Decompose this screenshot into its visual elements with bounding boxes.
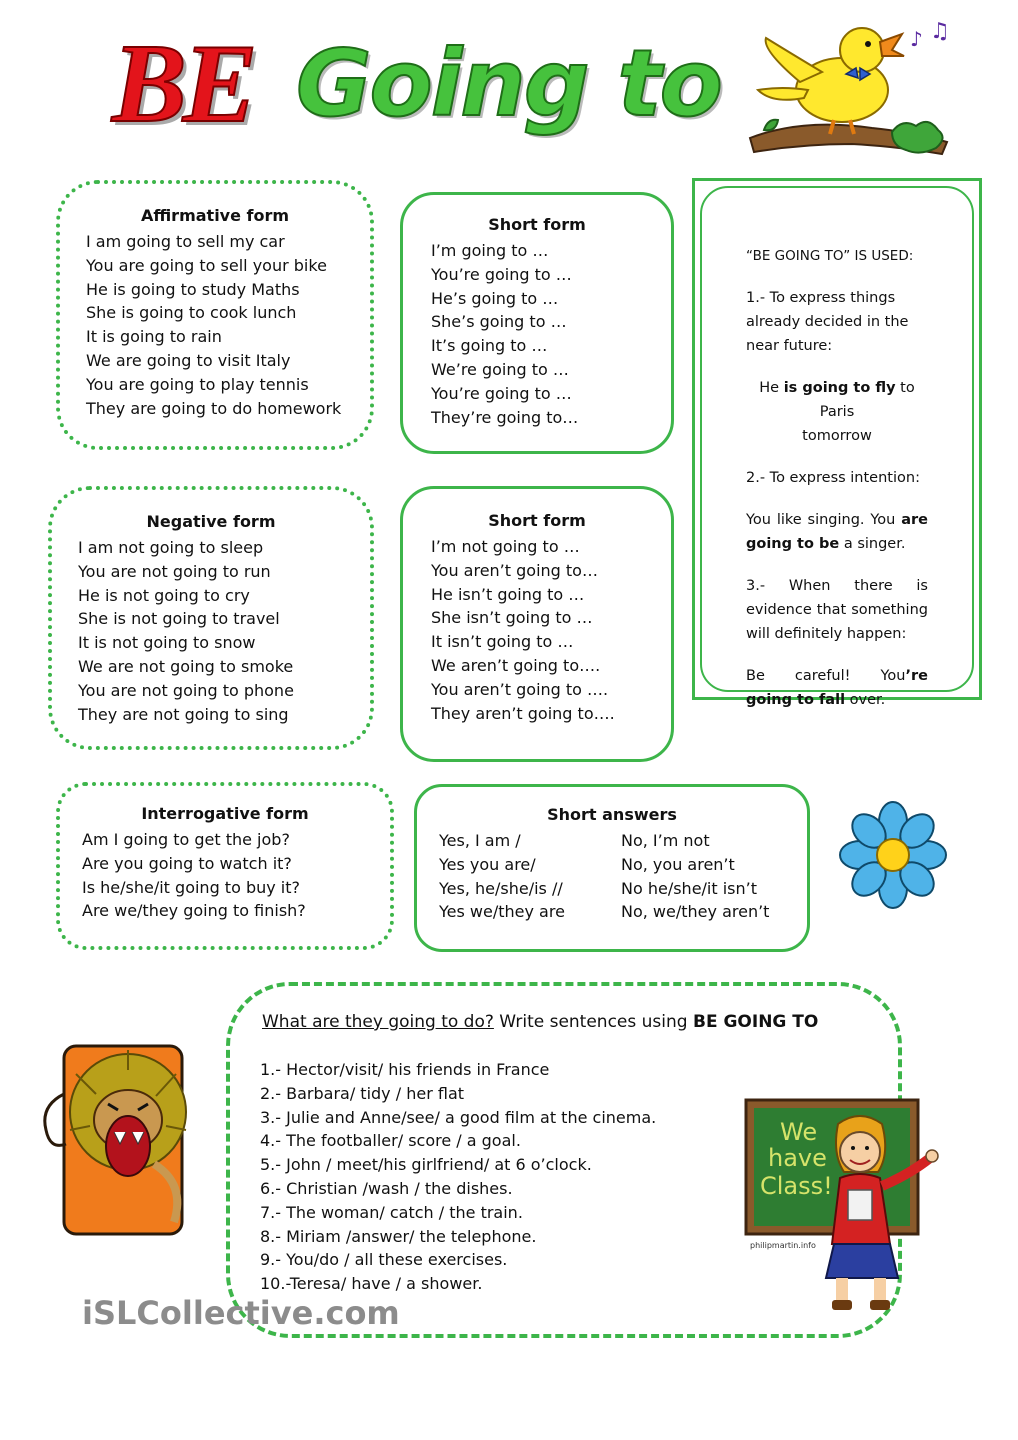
blackboard-text-line3: Class! (760, 1172, 833, 1200)
short-negative-line: They aren’t going to…. (431, 703, 615, 723)
short-negative-line: It isn’t going to … (431, 632, 574, 652)
singing-bird-illustration (742, 20, 957, 165)
short-answer-yes: Yes, I am / (439, 831, 521, 850)
teacher-blackboard-illustration (740, 1094, 946, 1316)
usage-box (692, 178, 982, 708)
negative-line: It is not going to snow (78, 633, 256, 653)
exercise-item: 8.- Miriam /answer/ the telephone. (260, 1226, 537, 1246)
short-answers-box (414, 784, 810, 952)
short-form-line: I’m going to … (431, 241, 549, 260)
usage-point-1: 1.- To express things already decided in the near future: (746, 290, 909, 354)
short-answer-no: No, I’m not (621, 831, 710, 850)
exercise-item: 5.- John / meet/his girlfriend/ at 6 o’clock. (260, 1155, 592, 1175)
negative-form-box (48, 486, 374, 750)
short-form-line: She’s going to … (431, 312, 567, 332)
affirmative-line: I am going to sell my car (86, 232, 285, 251)
negative-line: She is not going to travel (78, 609, 280, 629)
affirmative-line: He is going to study Maths (86, 279, 300, 299)
negative-line: He is not going to cry (78, 585, 250, 605)
watermark: iSLCollective.com (82, 1294, 400, 1332)
short-form-line: It’s going to … (431, 336, 548, 356)
usage-example-2: You like singing. You are going to be a singer. (746, 512, 928, 552)
short-form-line: You’re going to … (431, 264, 572, 284)
svg-text:♫: ♫ (930, 20, 950, 44)
blue-flower-illustration (838, 800, 948, 910)
interrogative-line: Are you going to watch it? (82, 853, 292, 873)
short-form-negative-box (400, 486, 674, 762)
interrogative-form-title: Interrogative form (141, 804, 309, 823)
short-form-title: Short form (488, 215, 586, 234)
exercise-item: 4.- The footballer/ score / a goal. (260, 1131, 521, 1151)
exercise-instruction-text: Write sentences using (493, 1012, 693, 1032)
exercise-question: What are they going to do? (262, 1012, 494, 1032)
affirmative-line: It is going to rain (86, 327, 222, 347)
interrogative-line: Are we/they going to finish? (82, 901, 306, 921)
affirmative-line: They are going to do homework (86, 398, 342, 418)
short-answers-title: Short answers (547, 805, 677, 824)
blackboard-text-line2: have (768, 1144, 827, 1172)
affirmative-line: We are going to visit Italy (86, 350, 291, 370)
short-form-affirmative-box (400, 192, 674, 454)
affirmative-line: You are going to sell your bike (86, 255, 327, 275)
blackboard-text-line1: We (780, 1118, 818, 1146)
usage-point-2: 2.- To express intention: (746, 470, 920, 486)
exercise-item: 6.- Christian /wash / the dishes. (260, 1178, 513, 1198)
short-form-line: You’re going to … (431, 383, 572, 403)
usage-heading: “BE GOING TO” IS USED: (746, 248, 914, 264)
affirmative-line: You are going to play tennis (86, 374, 309, 394)
interrogative-line: Am I going to get the job? (82, 830, 290, 849)
interrogative-form-box (56, 782, 394, 950)
title-going-to: Going to (296, 30, 721, 137)
short-answer-no: No he/she/it isn’t (621, 878, 758, 898)
short-answer-no: No, you aren’t (621, 854, 735, 874)
interrogative-line: Is he/she/it going to buy it? (82, 877, 301, 897)
svg-text:♪: ♪ (910, 27, 923, 51)
short-negative-line: You aren’t going to… (431, 560, 598, 580)
exercise-instructions (262, 1012, 818, 1032)
negative-line: We are not going to smoke (78, 656, 294, 676)
short-answer-yes: Yes you are/ (439, 854, 536, 874)
affirmative-form-box (56, 180, 374, 450)
title-be: BE (112, 22, 254, 146)
usage-point-3: 3.- When there is evidence that something will definitely happen: (746, 578, 928, 642)
usage-example-3: Be careful! You’re going to fall over. (746, 668, 928, 708)
exercise-keyword: BE GOING TO (692, 1012, 819, 1032)
exercise-item: 9.- You/do / all these exercises. (260, 1250, 508, 1270)
short-form-line: They’re going to… (431, 407, 579, 427)
negative-line: I am not going to sleep (78, 538, 264, 557)
short-negative-line: She isn’t going to … (431, 608, 593, 628)
exercise-item: 3.- Julie and Anne/see/ a good film at the cinema. (260, 1107, 657, 1127)
short-negative-line: He isn’t going to … (431, 584, 585, 604)
short-negative-line: I’m not going to … (431, 537, 580, 556)
negative-form-title: Negative form (146, 512, 276, 531)
short-negative-line: We aren’t going to…. (431, 655, 601, 675)
affirmative-form-title: Affirmative form (140, 206, 290, 225)
affirmative-line: She is going to cook lunch (86, 303, 297, 323)
negative-line: They are not going to sing (78, 704, 289, 724)
lion-illustration (36, 1034, 206, 1244)
short-form-line: He’s going to … (431, 288, 559, 308)
exercise-item: 1.- Hector/visit/ his friends in France (260, 1060, 550, 1079)
short-answer-no: No, we/they aren’t (621, 902, 770, 922)
short-form-line: We’re going to … (431, 359, 569, 379)
exercise-item: 10.-Teresa/ have / a shower. (260, 1274, 483, 1294)
negative-line: You are not going to phone (78, 680, 294, 700)
exercise-item: 7.- The woman/ catch / the train. (260, 1202, 523, 1222)
short-answer-yes: Yes we/they are (439, 902, 565, 922)
exercise-item: 2.- Barbara/ tidy / her flat (260, 1083, 465, 1103)
illustration-credit: philipmartin.info (750, 1241, 816, 1250)
short-negative-line: You aren’t going to …. (431, 679, 609, 699)
short-answer-yes: Yes, he/she/is // (439, 878, 563, 898)
usage-example-1: He is going to fly to Paris tomorrow (759, 380, 915, 444)
negative-line: You are not going to run (78, 561, 271, 581)
short-form-negative-title: Short form (488, 511, 586, 530)
